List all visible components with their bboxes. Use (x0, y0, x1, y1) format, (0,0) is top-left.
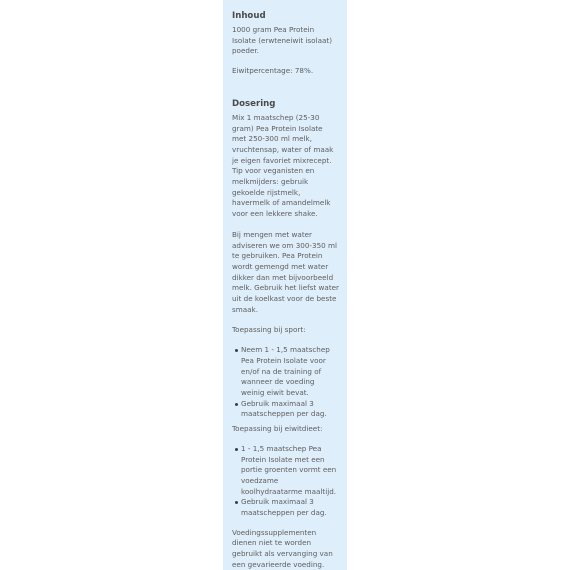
dosering-heading: Dosering (232, 98, 276, 109)
water-advice: Bij mengen met water adviseren we om 300-350 ml te gebruiken. Pea Protein wordt gemengd met water dikker dan met bijvoorbeeld melk. Gebruik het liefst water uit de koelkast voor de beste smaak. (232, 229, 340, 314)
product-info-panel (223, 0, 347, 570)
list-item: Gebruik maximaal 3 maatscheppen per dag. (241, 399, 339, 420)
diet-list (232, 444, 339, 519)
diet-label: Toepassing bij eiwitdieet: (232, 424, 323, 434)
protein-percentage: Eiwitpercentage: 78%. (232, 66, 314, 76)
list-item: Neem 1 - 1,5 maatschep Pea Protein Isolate voor en/of na de training of wanneer de voeding weinig eiwit bevat. (241, 345, 339, 399)
sport-list (232, 345, 339, 420)
inhoud-description: 1000 gram Pea Protein Isolate (erwteneiwit isolaat) poeder. (232, 25, 333, 56)
sport-label: Toepassing bij sport: (232, 325, 306, 335)
disclaimer: Voedingssupplementen dienen niet te worden gebruikt als vervanging van een gevarieerde voeding. (232, 527, 333, 569)
dosering-intro: Mix 1 maatschep (25-30 gram) Pea Protein Isolate met 250-300 ml melk, vruchtensap, water of maak je eigen favoriet mixrecept. Tip voor veganisten en melkmijders: gebruik gekoelde rijstmelk, havermelk of amandelmelk voor een lekkere shake. (232, 112, 334, 219)
list-item: Gebruik maximaal 3 maatscheppen per dag. (241, 497, 339, 518)
list-item: 1 - 1,5 maatschep Pea Protein Isolate met een portie groenten vormt een voedzame koolhydraatarme maaltijd. (241, 444, 339, 498)
inhoud-heading: Inhoud (232, 11, 266, 21)
